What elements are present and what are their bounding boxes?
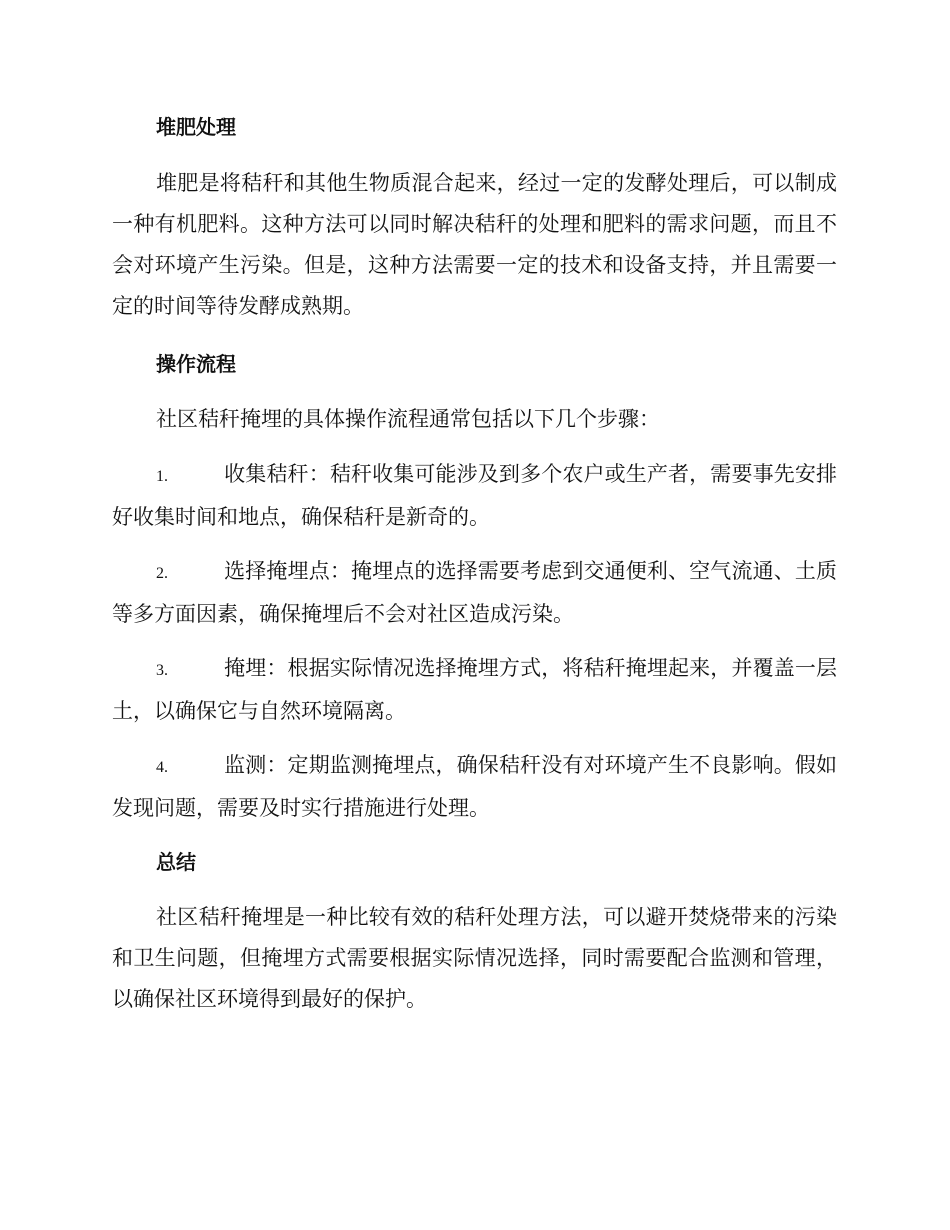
composting-paragraph: 堆肥是将秸秆和其他生物质混合起来，经过一定的发酵处理后，可以制成一种有机肥料。这种方法可以同时解决秸秆的处理和肥料的需求问题，而且不会对环境产生污染。但是，这种方法需要一定的技术和设备支持，并且需要一定的时间等待发酵成熟期。 — [112, 171, 837, 318]
list-number: 4. — [156, 759, 168, 776]
list-number: 2. — [156, 565, 168, 582]
list-item-text: 收集秸秆：秸秆收集可能涉及到多个农户或生产者，需要事先安排好收集时间和地点，确保秸秆是新奇的。 — [112, 462, 837, 529]
list-item-step-4 — [112, 745, 837, 829]
list-item-step-1 — [112, 454, 837, 538]
list-item-text: 选择掩埋点：掩埋点的选择需要考虑到交通便利、空气流通、土质等多方面因素，确保掩埋后不会对社区造成污染。 — [112, 559, 837, 626]
list-item-text: 监测：定期监测掩埋点，确保秸秆没有对环境产生不良影响。假如发现问题，需要及时实行措施进行处理。 — [112, 753, 837, 820]
list-item-step-3 — [112, 648, 837, 732]
list-item-step-2 — [112, 551, 837, 635]
list-item-text: 掩埋：根据实际情况选择掩埋方式，将秸秆掩埋起来，并覆盖一层土，以确保它与自然环境隔离。 — [112, 656, 837, 723]
section-heading-summary: 总结 — [156, 850, 196, 874]
section-heading-procedure: 操作流程 — [156, 352, 236, 376]
list-number: 3. — [156, 662, 168, 679]
procedure-intro: 社区秸秆掩埋的具体操作流程通常包括以下几个步骤： — [156, 407, 660, 431]
summary-paragraph: 社区秸秆掩埋是一种比较有效的秸秆处理方法，可以避开焚烧带来的污染和卫生问题，但掩埋方式需要根据实际情况选择，同时需要配合监测和管理，以确保社区环境得到最好的保护。 — [112, 905, 837, 1011]
section-heading-composting: 堆肥处理 — [156, 115, 236, 139]
list-number: 1. — [156, 468, 168, 485]
